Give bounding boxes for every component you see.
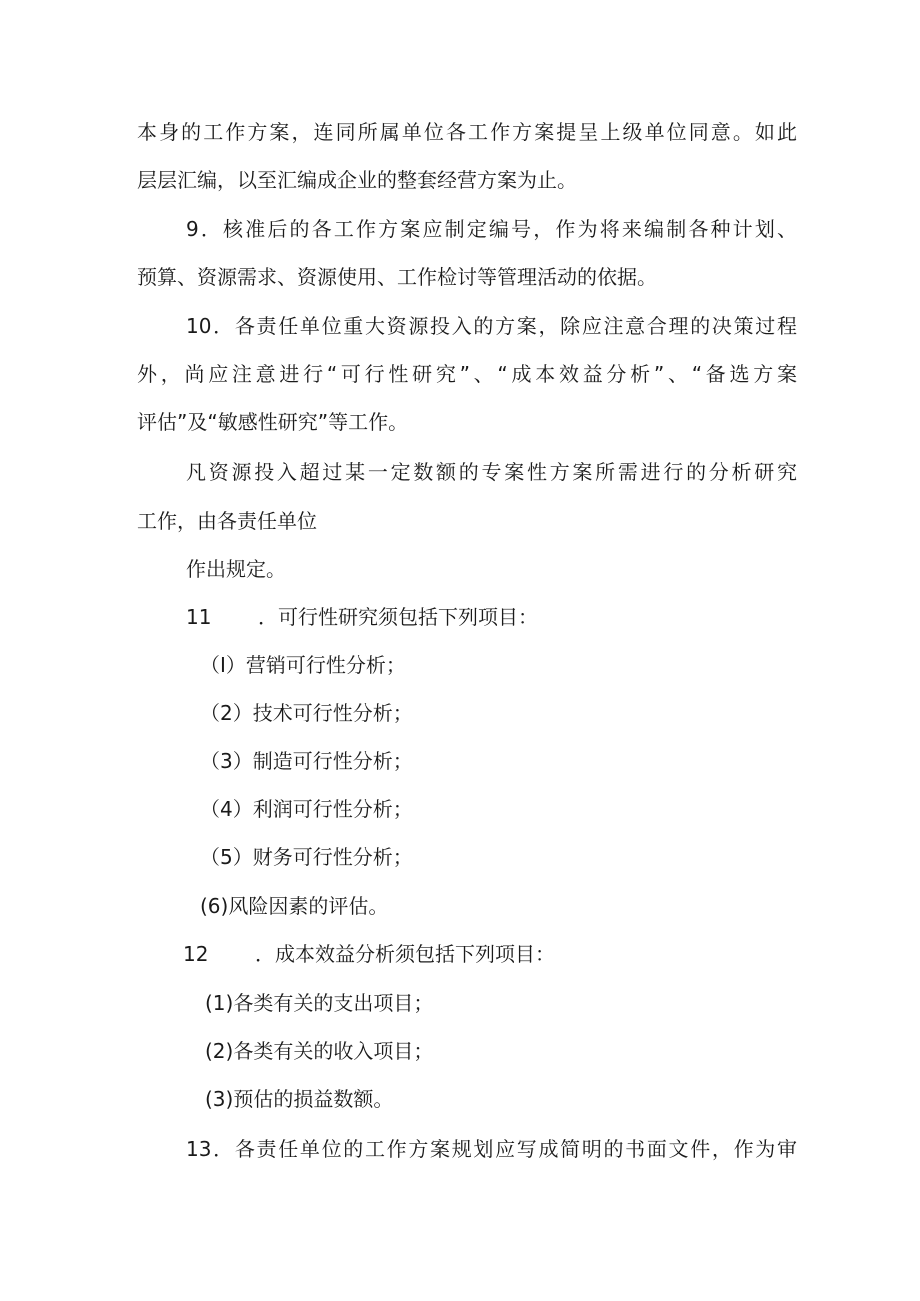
paragraph-8-line-2: 层层汇编，以至汇编成企业的整套经营方案为止。 bbox=[137, 168, 577, 192]
section-12-number: 12 bbox=[183, 942, 209, 966]
paragraph-10-line-2: 外，尚应注意进行“可行性研究”、“成本效益分析”、“备选方案 bbox=[137, 362, 797, 386]
section-11-heading bbox=[186, 603, 797, 631]
section-12-item-3: (3)预估的损益数额。 bbox=[205, 1087, 394, 1111]
section-11-number: 11 bbox=[186, 605, 212, 629]
section-12-title: ．成本效益分析须包括下列项目： bbox=[255, 942, 555, 966]
paragraph-9-line-1: 9．核准后的各工作方案应制定编号，作为将来编制各种计划、 bbox=[186, 217, 797, 241]
paragraph-10-line-3: 评估”及“敏感性研究”等工作。 bbox=[137, 410, 409, 434]
paragraph-13-line-1: 13．各责任单位的工作方案规划应写成简明的书面文件，作为审 bbox=[186, 1137, 797, 1161]
section-12-item-2: (2)各类有关的收入项目； bbox=[205, 1039, 434, 1063]
section-11-item-3: （3）制造可行性分析； bbox=[200, 749, 413, 773]
paragraph-10b-line-2: 工作，由各责任单位 bbox=[137, 509, 317, 533]
section-11-item-1: （I）营销可行性分析； bbox=[200, 653, 406, 677]
section-11-title: ．可行性研究须包括下列项目： bbox=[258, 605, 538, 629]
section-11-item-4: （4）利润可行性分析； bbox=[200, 797, 413, 821]
section-11-item-2: （2）技术可行性分析； bbox=[200, 701, 413, 725]
section-11-item-6: (6)风险因素的评估。 bbox=[200, 894, 389, 918]
paragraph-10b-line-1: 凡资源投入超过某一定数额的专案性方案所需进行的分析研究 bbox=[186, 460, 797, 484]
section-12-heading bbox=[183, 940, 797, 968]
section-11-item-5: （5）财务可行性分析； bbox=[200, 845, 413, 869]
paragraph-10b-line-3: 作出规定。 bbox=[186, 557, 286, 581]
paragraph-10-line-1: 10．各责任单位重大资源投入的方案，除应注意合理的决策过程 bbox=[186, 314, 797, 338]
section-12-item-1: (1)各类有关的支出项目； bbox=[205, 991, 434, 1015]
paragraph-8-line-1: 本身的工作方案，连同所属单位各工作方案提呈上级单位同意。如此 bbox=[137, 120, 797, 144]
paragraph-9-line-2: 预算、资源需求、资源使用、工作检讨等管理活动的依据。 bbox=[137, 265, 657, 289]
